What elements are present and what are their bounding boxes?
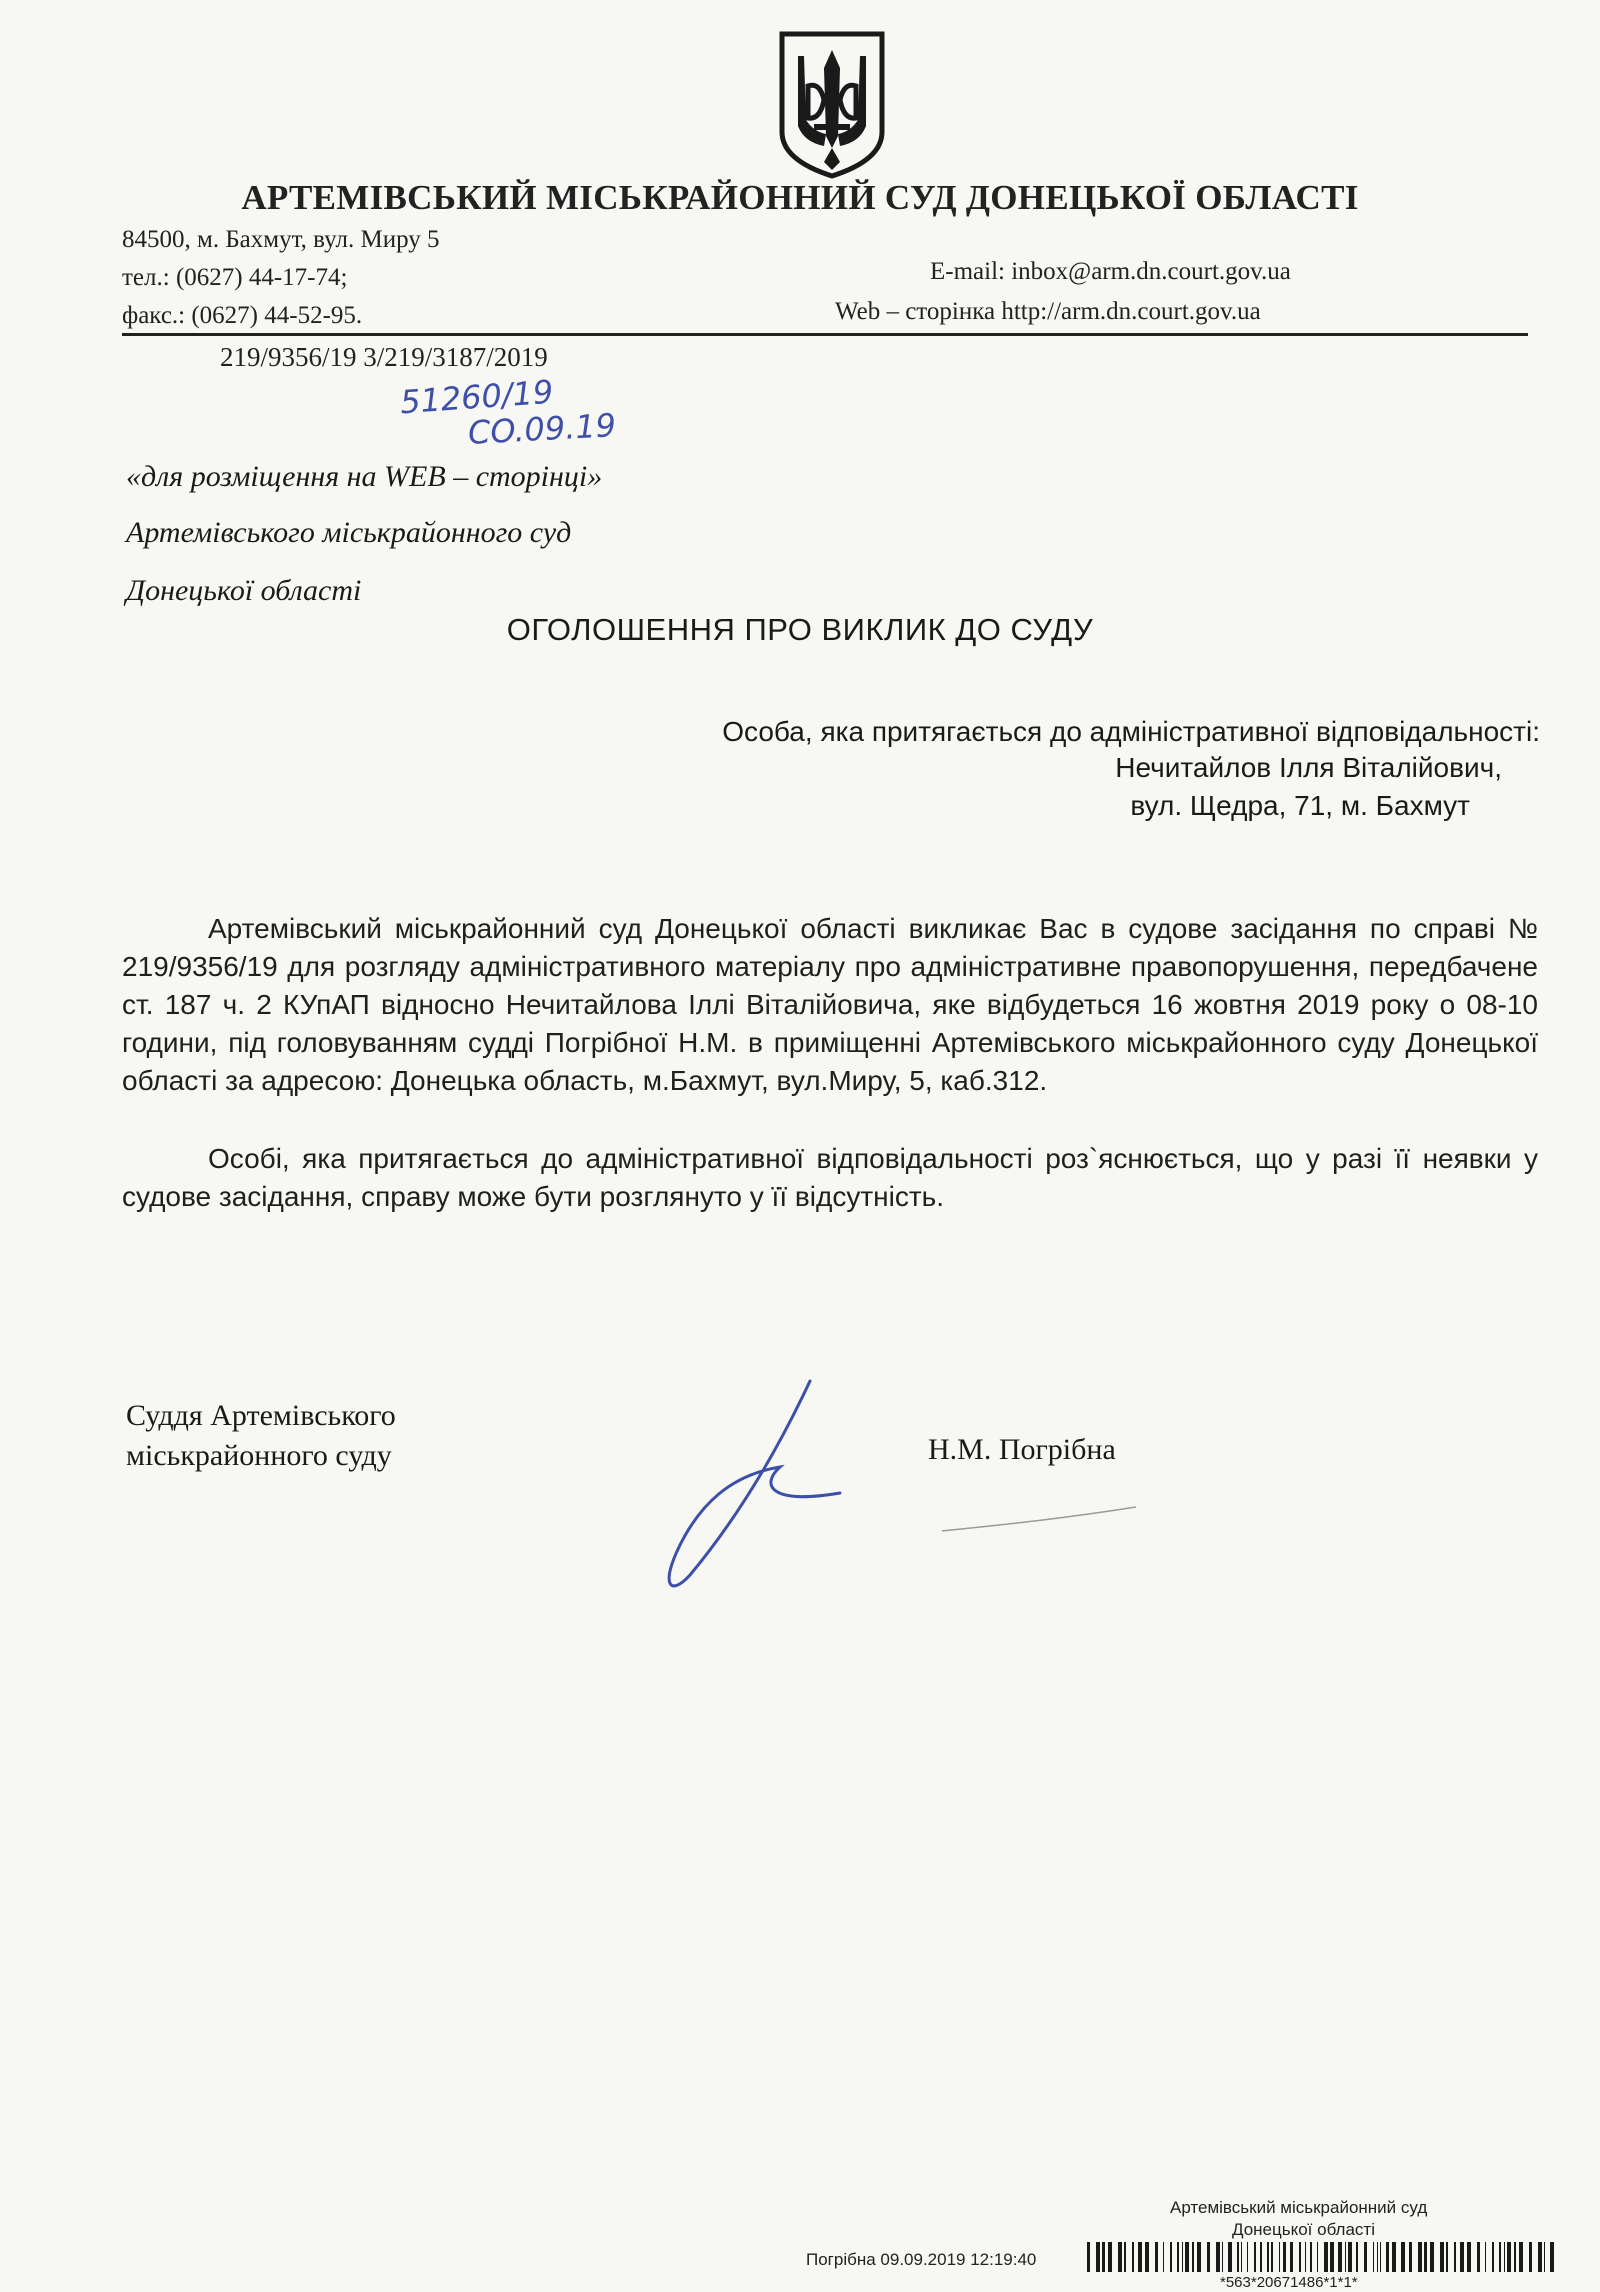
barcode-bar [1124,2242,1126,2272]
barcode-bar [1460,2242,1464,2272]
handwritten-registration-number: 51260/19 [398,372,555,422]
barcode-bar [1356,2242,1358,2272]
barcode-bar [1529,2242,1532,2272]
barcode-bar [1454,2242,1456,2272]
handwritten-signature-icon [660,1375,870,1595]
notice-title: ОГОЛОШЕННЯ ПРО ВИКЛИК ДО СУДУ [506,612,1094,647]
barcode-bar [1317,2242,1318,2272]
barcode-bar [1182,2242,1183,2272]
judge-name: Н.М. Погрібна [928,1433,1116,1466]
handwritten-registration-date: CO.09.19 [467,406,617,452]
barcode-bar [1163,2242,1164,2272]
barcode-bar [1145,2242,1149,2272]
barcode-bar [1096,2242,1100,2272]
stamp-registration: Погрібна 09.09.2019 12:19:40 [806,2250,1037,2269]
barcode-bar [1177,2242,1179,2272]
barcode-bar [1260,2242,1262,2272]
barcode-bar [1170,2242,1172,2272]
barcode-bar [1155,2242,1158,2272]
paragraph-1-text: Артемівський міськрайонний суд Донецької області викликає Вас в судове засідання по справі № 219/9356/19 для розгляду адміністративного матеріалу про адміністративне правопорушення, передбачене ст. 187 ч. 2 КУпАП відносно Нечитайлова Іллі Віталійовича, яке відбудеться 16 жовтня 2019 року о 08-10 години, під головуванням судді Погрібної Н.М. в приміщенні Артемівського міськрайонного суду Донецької області за адресою: Донецька область, м.Бахмут, вул.Миру, 5, каб.312. [122,913,1538,1096]
barcode-bar [1185,2242,1189,2272]
barcode-bar [1241,2242,1242,2272]
barcode-bar [1132,2242,1134,2272]
barcode-bar [1087,2242,1090,2272]
barcode-bar [1430,2242,1434,2272]
court-web: Web – сторінка http://arm.dn.court.gov.ua [835,298,1261,325]
judge-title-line-2: міськрайонного суду [126,1439,392,1472]
barcode-bar [1267,2242,1269,2272]
court-address: 84500, м. Бахмут, вул. Миру 5 [122,226,440,253]
barcode-bar [1538,2242,1542,2272]
coat-of-arms-icon [774,28,890,180]
barcode-bar [1305,2242,1306,2272]
barcode-bar [1345,2242,1346,2272]
barcode-bar [1514,2242,1516,2272]
case-reference-numbers: 219/9356/19 3/219/3187/2019 [220,342,548,372]
paragraph-2-text: Особі, яка притягається до адміністративної відповідальності роз`яснюється, що у разі її неявки у судове засідання, справу може бути розглянуто у її відсутність. [122,1143,1538,1212]
addressee-line-1: «для розміщення на WEB – сторінці» [126,460,603,493]
barcode-bar [1485,2242,1486,2272]
barcode-bar [1228,2242,1232,2272]
barcode-bar [1283,2242,1286,2272]
addressee-line-3: Донецької області [126,574,362,607]
barcode-bar [1477,2242,1480,2272]
barcode-bar [1138,2242,1142,2272]
barcode-bar [1440,2242,1444,2272]
addressee-line-2: Артемівського міськрайонного суд [126,516,572,549]
barcode-bar [1192,2242,1194,2272]
barcode-bar [1519,2242,1523,2272]
barcode-bar [1380,2242,1381,2272]
barcode-bar [1418,2242,1422,2272]
barcode-bar [1324,2242,1328,2272]
court-fax: факс.: (0627) 44-52-95. [122,302,363,329]
barcode-text: *563*20671486*1*1* [1220,2274,1358,2291]
barcode-bar [1499,2242,1501,2272]
barcode-bar [1290,2242,1293,2272]
barcode-bar [1102,2242,1105,2272]
barcode-bar [1409,2242,1412,2272]
barcode-bar [1364,2242,1367,2272]
header-divider [122,333,1528,336]
barcode-bar [1118,2242,1122,2272]
barcode-icon [1085,2242,1555,2276]
barcode-bar [1392,2242,1396,2272]
court-name: АРТЕМІВСЬКИЙ МІСЬКРАЙОННИЙ СУД ДОНЕЦЬКОЇ ОБЛАСТІ [241,178,1359,217]
barcode-bar [1254,2242,1256,2272]
barcode-bar [1271,2242,1273,2272]
stamp-org-line-1: Артемівський міськрайонний суд [1170,2198,1428,2217]
barcode-bar [1386,2242,1389,2272]
barcode-bar [1550,2242,1554,2272]
barcode-bar [1108,2242,1112,2272]
barcode-bar [1197,2242,1201,2272]
barcode-bar [1492,2242,1494,2272]
stamp-org-line-2: Донецької області [1232,2220,1375,2239]
barcode-bar [1247,2242,1248,2272]
notice-body-paragraph-1 [122,910,1538,1100]
barcode-bar [1216,2242,1220,2272]
person-name: Нечитайлов Ілля Віталійович, [1115,752,1502,783]
barcode-bar [1544,2242,1545,2272]
barcode-bar [1446,2242,1448,2272]
barcode-bar [1299,2242,1301,2272]
person-label: Особа, яка притягається до адміністративної відповідальності: [722,716,1540,747]
barcode-bar [1401,2242,1405,2272]
barcode-bar [1348,2242,1352,2272]
barcode-bar [1310,2242,1312,2272]
barcode-bar [1377,2242,1378,2272]
barcode-bar [1207,2242,1210,2272]
judge-title-line-1: Суддя Артемівського [126,1399,396,1432]
person-address: вул. Щедра, 71, м. Бахмут [1130,790,1470,821]
barcode-bar [1222,2242,1223,2272]
barcode-bar [1338,2242,1342,2272]
barcode-bar [1237,2242,1239,2272]
barcode-bar [1467,2242,1471,2272]
notice-body-paragraph-2 [122,1140,1538,1216]
barcode-bar [1504,2242,1505,2272]
barcode-bar [1373,2242,1374,2272]
barcode-bar [1279,2242,1280,2272]
court-email: E-mail: inbox@arm.dn.court.gov.ua [930,258,1291,285]
court-phone: тел.: (0627) 44-17-74; [122,264,348,291]
pen-stroke-icon [940,1505,1140,1535]
barcode-bar [1507,2242,1511,2272]
barcode-bar [1424,2242,1427,2272]
barcode-bar [1330,2242,1334,2272]
